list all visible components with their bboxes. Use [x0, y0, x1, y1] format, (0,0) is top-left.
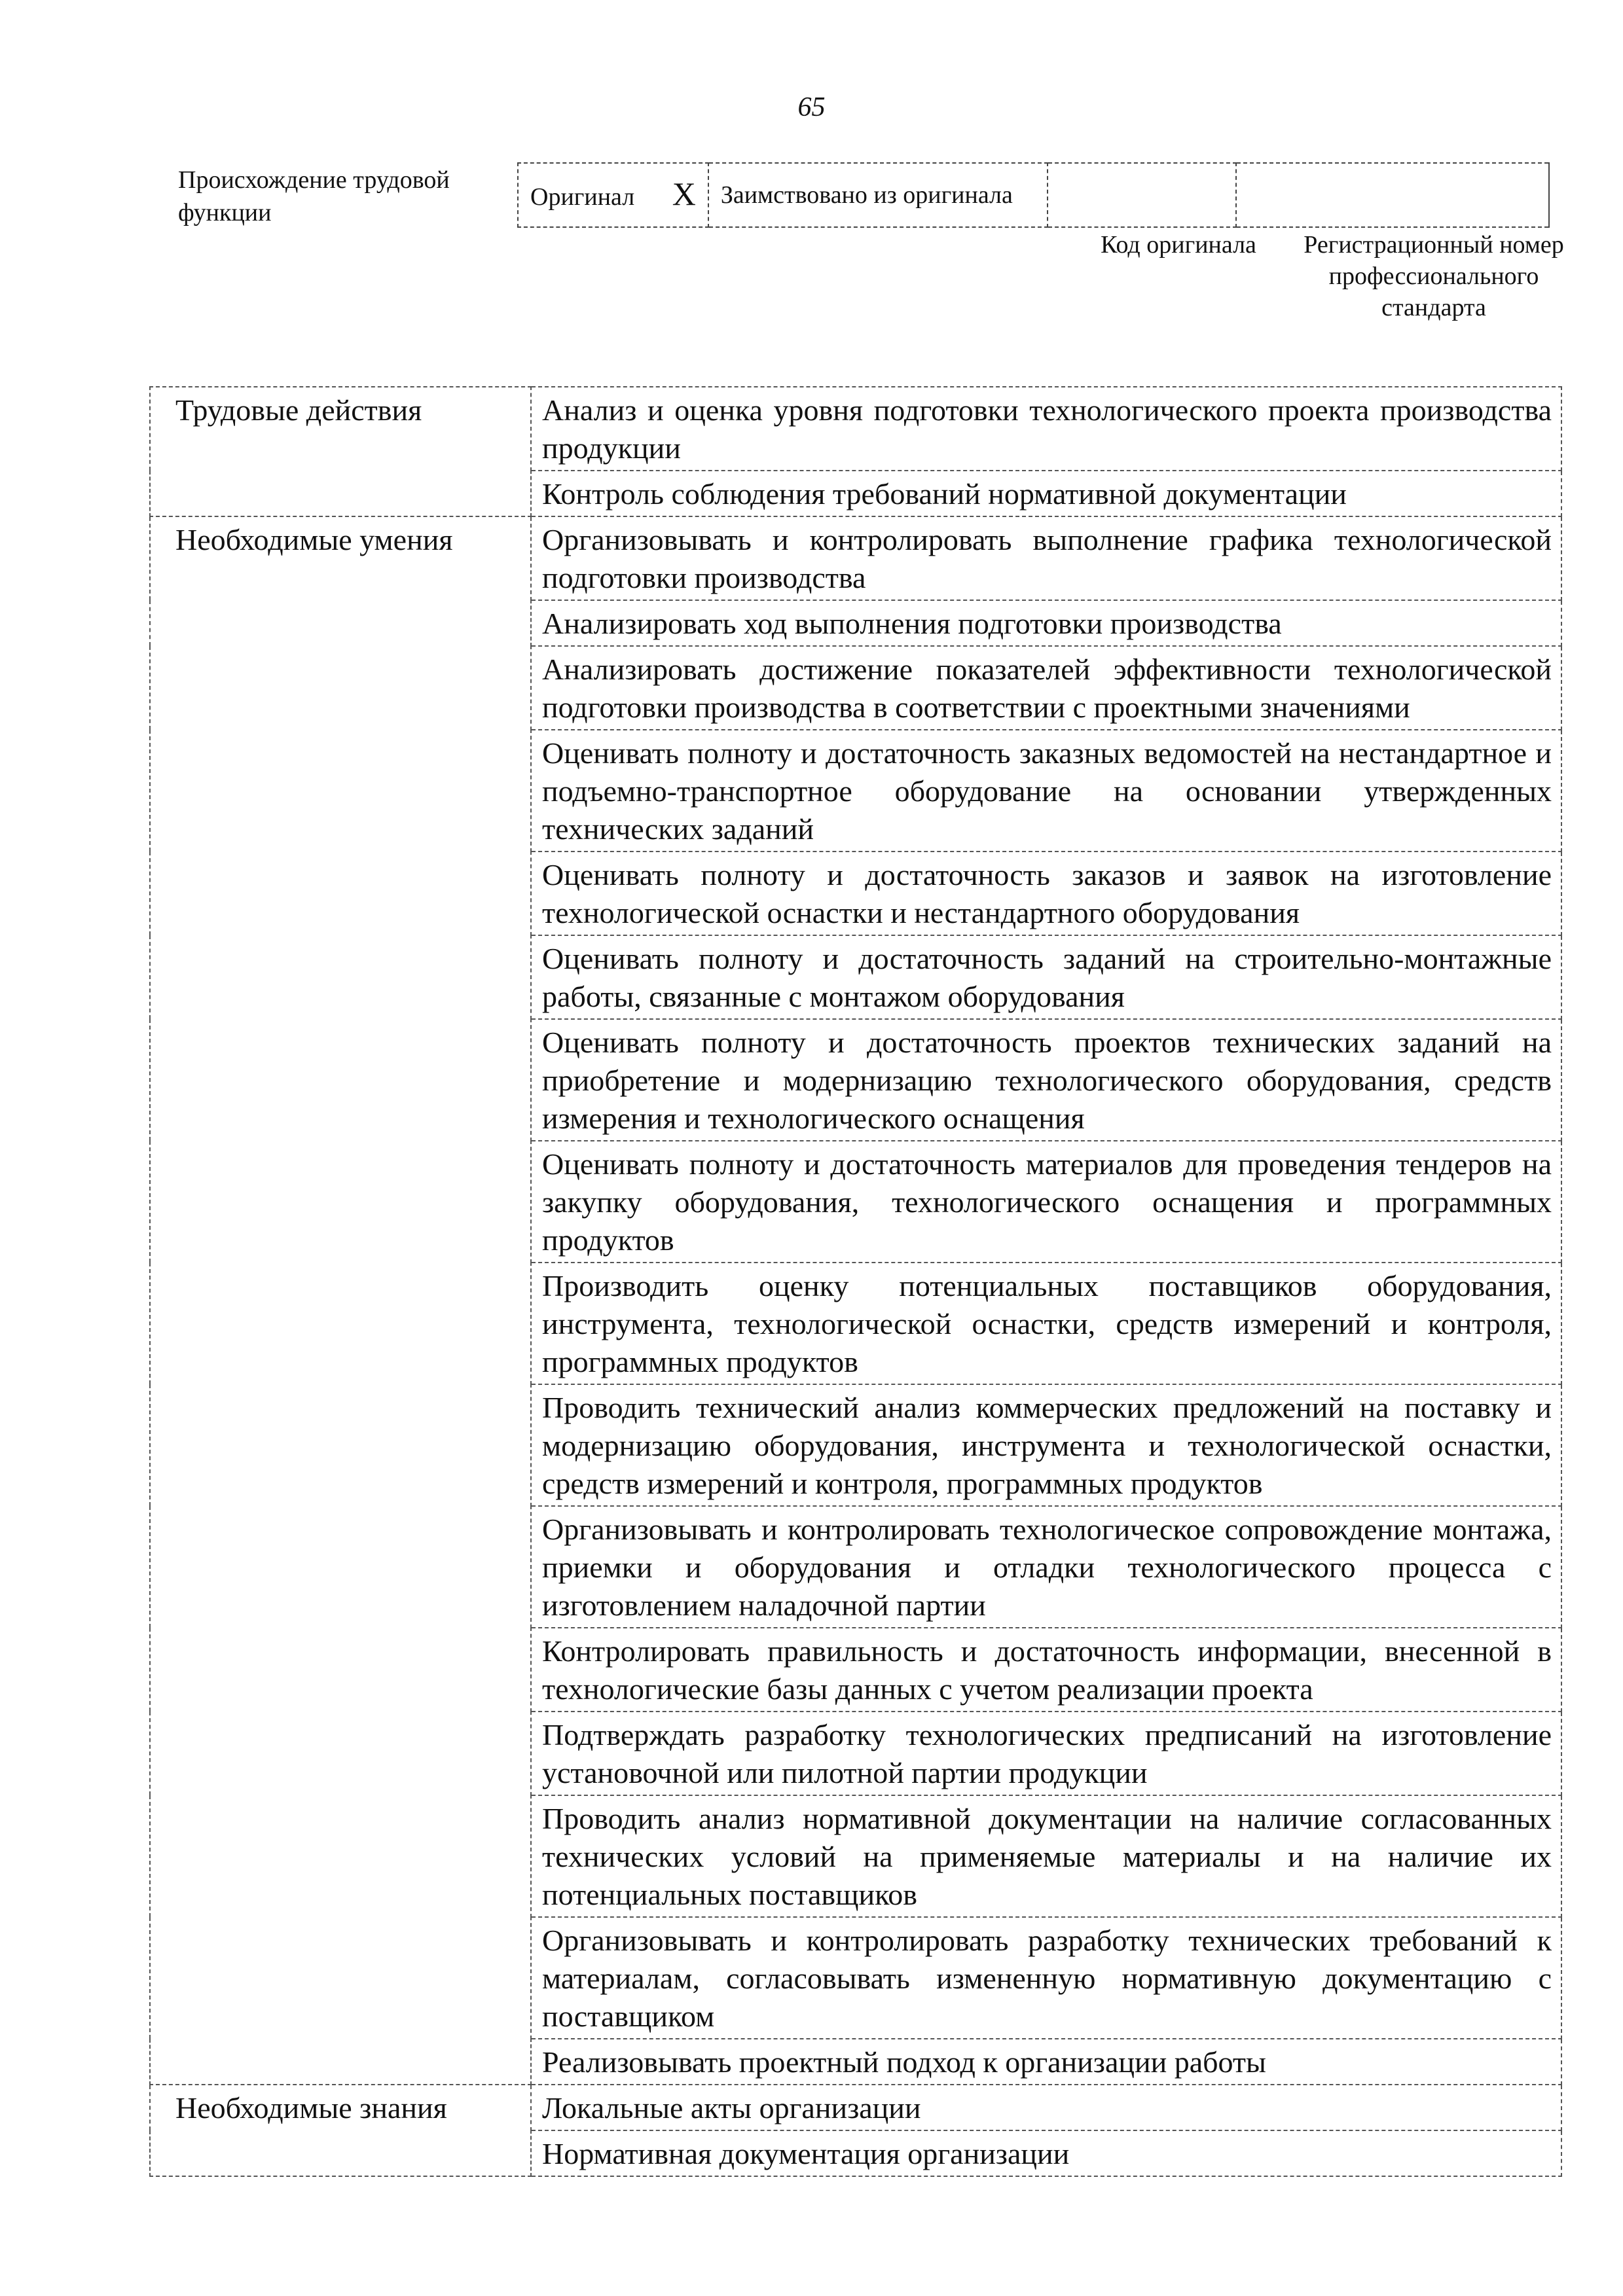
section-item: Проводить технический анализ коммерческих предложений на поставку и модернизацию оборудования, инструмента и технологической оснастки, средств измерений и контроля, программных продуктов	[531, 1384, 1561, 1506]
page-number: 65	[797, 92, 826, 122]
section-item: Проводить анализ нормативной документации на наличие согласованных технических условий на применяемые материалы и на наличие их потенциальных поставщиков	[531, 1795, 1561, 1917]
table-row	[150, 387, 1561, 471]
section-item: Контролировать правильность и достаточность информации, внесенной в технологические базы данных с учетом реализации проекта	[531, 1628, 1561, 1712]
section-item: Анализировать ход выполнения подготовки производства	[531, 600, 1561, 646]
section-item: Контроль соблюдения требований нормативной документации	[531, 471, 1561, 516]
section-label: Трудовые действия	[175, 393, 422, 427]
origin-code-caption: Код оригинала	[1101, 231, 1256, 259]
origin-borrowed-label: Заимствовано из оригинала	[720, 181, 1013, 209]
section-item: Локальные акты организации	[531, 2085, 1561, 2130]
section-item: Организовывать и контролировать технологическое сопровождение монтажа, приемки и оборудования и отладки технологического процесса с изготовлением наладочной партии	[531, 1506, 1561, 1628]
origin-reg-cell	[1236, 163, 1549, 227]
section-item: Оценивать полноту и достаточность заданий на строительно-монтажные работы, связанные с монтажом оборудования	[531, 935, 1561, 1019]
origin-borrowed-cell	[708, 163, 1048, 227]
section-item: Оценивать полноту и достаточность заказов и заявок на изготовление технологической оснастки и нестандартного оборудования	[531, 852, 1561, 935]
section-item: Подтверждать разработку технологических предписаний на изготовление установочной или пилотной партии продукции	[531, 1712, 1561, 1795]
section-item: Оценивать полноту и достаточность заказных ведомостей на нестандартное и подъемно-транспортное оборудование на основании утвержденных технических заданий	[531, 730, 1561, 852]
section-label-cell	[150, 387, 531, 516]
section-item: Организовывать и контролировать разработку технических требований к материалам, согласовывать измененную нормативную документацию с поставщиком	[531, 1917, 1561, 2039]
section-item: Организовывать и контролировать выполнение графика технологической подготовки производства	[531, 516, 1561, 600]
section-label-cell	[150, 2085, 531, 2176]
table-row	[150, 516, 1561, 600]
origin-original-mark: X	[672, 175, 696, 212]
section-item: Реализовывать проектный подход к организации работы	[531, 2039, 1561, 2085]
origin-original-cell	[518, 163, 708, 227]
section-item: Нормативная документация организации	[531, 2130, 1561, 2176]
section-label: Необходимые умения	[175, 523, 453, 556]
section-item: Оценивать полноту и достаточность проектов технических заданий на приобретение и модернизацию технологического оборудования, средств измерения и технологического оснащения	[531, 1019, 1561, 1141]
origin-label: Происхождение трудовой функции	[178, 166, 450, 226]
section-item: Производить оценку потенциальных поставщиков оборудования, инструмента, технологической оснастки, средств измерений и контроля, программных продуктов	[531, 1263, 1561, 1384]
table-row	[150, 2085, 1561, 2130]
section-item: Анализировать достижение показателей эффективности технологической подготовки производства в соответствии с проектными значениями	[531, 646, 1561, 730]
section-item: Анализ и оценка уровня подготовки технологического проекта производства продукции	[531, 387, 1561, 471]
origin-original-label: Оригинал	[530, 183, 635, 211]
origin-table	[517, 162, 1550, 228]
section-label: Необходимые знания	[175, 2091, 447, 2125]
origin-reg-caption: Регистрационный номер профессионального стандарта	[1304, 231, 1564, 321]
origin-code-cell	[1048, 163, 1236, 227]
function-table	[149, 386, 1562, 2177]
section-label-cell	[150, 516, 531, 2085]
section-item: Оценивать полноту и достаточность материалов для проведения тендеров на закупку оборудования, технологического оснащения и программных продуктов	[531, 1141, 1561, 1263]
